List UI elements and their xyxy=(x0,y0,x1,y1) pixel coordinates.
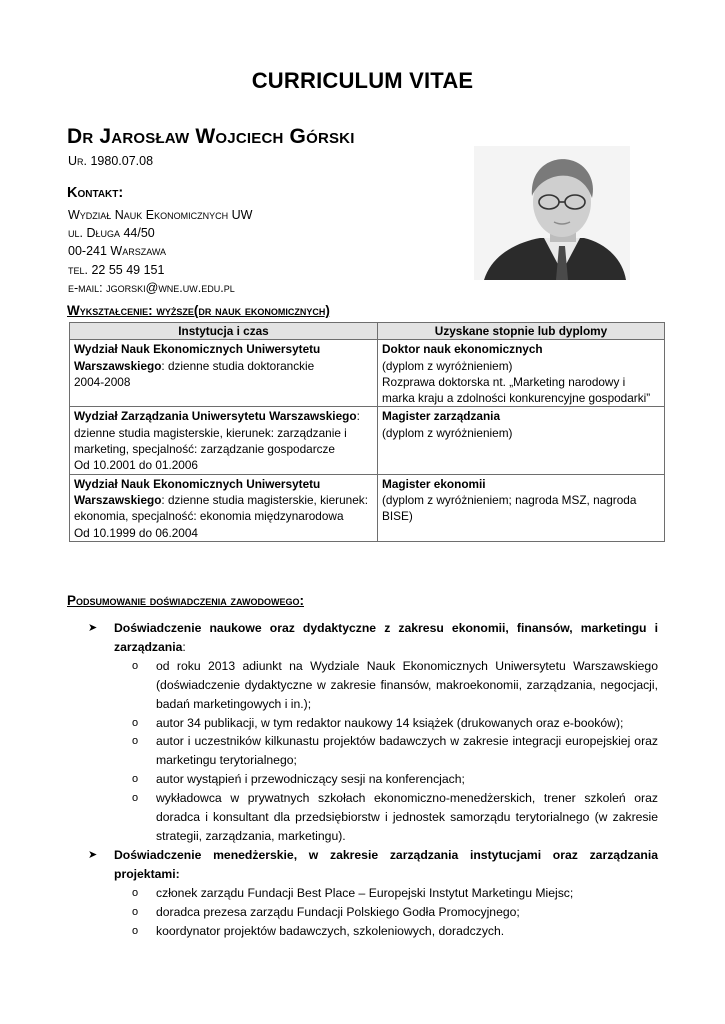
column-header-degree: Uzyskane stopnie lub dyplomy xyxy=(378,323,665,340)
circle-bullet-icon: o xyxy=(132,735,139,748)
list-item xyxy=(128,657,658,714)
degree-cell xyxy=(378,474,665,541)
institution-name: Wydział Zarządzania Uniwersytetu Warszawskiego xyxy=(74,409,357,424)
study-type: : dzienne studia magisterskie, kierunek: ekonomia, specjalność: ekonomia międzynarodowa xyxy=(74,492,368,524)
circle-bullet-icon: o xyxy=(132,792,139,805)
circle-bullet-icon: o xyxy=(132,659,139,672)
degree-cell xyxy=(378,340,665,407)
study-type: : dzienne studia doktoranckie xyxy=(161,358,315,373)
document-title: CURRICULUM VITAE xyxy=(251,68,474,93)
summary-section-academic xyxy=(86,619,658,657)
list-item-text: koordynator projektów badawczych, szkoleniowych, doradczych. xyxy=(156,923,505,938)
degree-detail: Rozprawa doktorska nt. „Marketing narodowy i marka kraju a zdolności konkurencyjne gospodarki” xyxy=(382,374,651,406)
list-item-text: członek zarządu Fundacji Best Place – Europejski Instytut Marketingu Miejsc; xyxy=(156,885,574,900)
list-item xyxy=(128,903,658,922)
institution-name: Wydział Nauk Ekonomicznych Uniwersytetu Warszawskiego xyxy=(74,342,321,373)
portrait-photo xyxy=(474,146,630,280)
contact-block xyxy=(68,206,252,297)
table-row xyxy=(70,340,665,407)
section-lead-bold: Doświadczenie naukowe oraz dydaktyczne z zakresu ekonomii, finansów, marketingu i zarządzania xyxy=(114,621,658,654)
education-heading: Wykształcenie: wyższe(dr nauk ekonomicznych) xyxy=(67,303,330,318)
sub-list-academic xyxy=(128,657,658,846)
degree-title: Doktor nauk ekonomicznych xyxy=(382,342,543,357)
summary-section-managerial xyxy=(86,846,658,884)
degree-detail: (dyplom z wyróżnieniem; nagroda MSZ, nagroda BISE) xyxy=(382,492,637,524)
institution-cell xyxy=(70,407,378,474)
circle-bullet-icon: o xyxy=(132,886,139,899)
section-lead-bold: Doświadczenie menedżerskie, w zakresie zarządzania instytucjami oraz zarządzania projektami: xyxy=(114,847,658,881)
summary-list xyxy=(86,619,658,940)
column-header-institution: Instytucja i czas xyxy=(70,323,378,340)
institution-name: Wydział Nauk Ekonomicznych Uniwersytetu Warszawskiego xyxy=(74,476,321,507)
list-item-text: wykładowca w prywatnych szkołach ekonomiczno-menedżerskich, trener szkoleń oraz doradca i konsultant dla przedsiębiorstw i jednostek samorządu terytorialnego (w zakresie strategii, zarządzania, marketingu). xyxy=(156,791,658,843)
sub-list-managerial xyxy=(128,884,658,941)
list-item xyxy=(128,732,658,770)
study-period: Od 10.2001 do 01.2006 xyxy=(74,458,198,473)
contact-heading: Kontakt: xyxy=(67,185,124,201)
contact-line-street: ul. Długa 44/50 xyxy=(68,226,155,241)
birth-date: Ur. 1980.07.08 xyxy=(68,154,154,168)
contact-line-email: e-mail: jgorski@wne.uw.edu.pl xyxy=(68,280,235,295)
list-item xyxy=(128,714,658,733)
institution-cell xyxy=(70,340,378,407)
degree-cell xyxy=(378,407,665,474)
institution-cell xyxy=(70,474,378,541)
person-name: Dr Jarosław Wojciech Górski xyxy=(67,125,355,148)
study-period: 2004-2008 xyxy=(74,374,131,389)
list-item xyxy=(128,789,658,846)
circle-bullet-icon: o xyxy=(132,716,139,729)
list-item xyxy=(128,770,658,789)
degree-title: Magister ekonomii xyxy=(382,476,486,491)
study-type: : dzienne studia magisterskie, kierunek: zarządzanie i marketing, specjalność: zarządzanie gospodarcze xyxy=(74,409,360,457)
circle-bullet-icon: o xyxy=(132,924,139,937)
section-lead xyxy=(114,846,658,884)
circle-bullet-icon: o xyxy=(132,773,139,786)
list-item-text: autor i uczestników kilkunastu projektów badawczych w zakresie integracji europejskiej oraz marketingu terytorialnego; xyxy=(156,734,658,768)
table-row xyxy=(70,474,665,541)
list-item-text: od roku 2013 adiunkt na Wydziale Nauk Ekonomicznych Uniwersytetu Warszawskiego (doświadczenie dydaktyczne w zakresie finansów, makroekonomii, zarządzania, negocjacji, badań marketingowych i in.); xyxy=(156,658,658,711)
contact-line-city: 00-241 Warszawa xyxy=(68,244,167,259)
list-item-text: autor 34 publikacji, w tym redaktor naukowy 14 książek (drukowanych oraz e-booków); xyxy=(156,715,624,730)
education-table xyxy=(69,322,665,542)
contact-line-phone: tel. 22 55 49 151 xyxy=(68,262,165,277)
arrow-bullet-icon: ➤ xyxy=(88,622,98,634)
table-row xyxy=(70,407,665,474)
table-header-row xyxy=(70,323,665,340)
degree-title: Magister zarządzania xyxy=(382,409,501,424)
study-period: Od 10.1999 do 06.2004 xyxy=(74,525,198,540)
list-item-text: autor wystąpień i przewodniczący sesji na konferencjach; xyxy=(156,772,465,787)
list-item xyxy=(128,884,658,903)
arrow-bullet-icon: ➤ xyxy=(88,848,98,861)
circle-bullet-icon: o xyxy=(132,905,139,918)
list-item-text: doradca prezesa zarządu Fundacji Polskiego Godła Promocyjnego; xyxy=(156,904,520,919)
section-lead-rest: : xyxy=(182,639,186,654)
section-lead xyxy=(114,619,658,657)
list-item xyxy=(128,922,658,941)
degree-detail: (dyplom z wyróżnieniem) xyxy=(382,425,513,440)
contact-line-faculty: Wydział Nauk Ekonomicznych UW xyxy=(68,208,253,222)
degree-detail: (dyplom z wyróżnieniem) xyxy=(382,358,513,373)
summary-heading: Podsumowanie doświadczenia zawodowego: xyxy=(67,593,304,608)
